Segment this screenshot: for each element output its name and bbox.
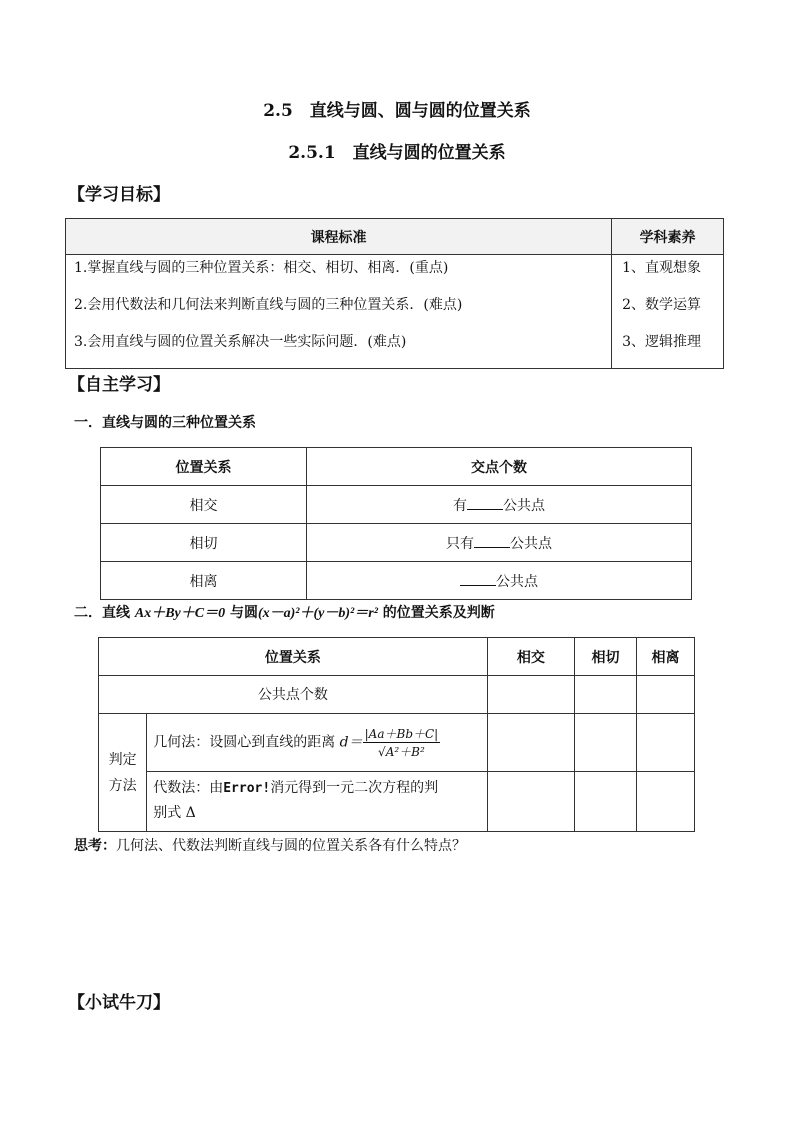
think-label: 思考：: [74, 838, 116, 854]
section-learning-goals: 【学习目标】: [68, 185, 170, 205]
intersection-count-cell: [307, 524, 692, 562]
think-text: 几何法、代数法判断直线与圆的位置关系各有什么特点？: [116, 838, 466, 854]
geometric-method-text: 几何法：设圆心到直线的距离: [153, 734, 340, 751]
part2-heading-post: 的位置关系及判断: [377, 605, 495, 621]
standard-item: 1.掌握直线与圆的三种位置关系：相交、相切、相离．(重点): [74, 260, 449, 276]
answer-cell[interactable]: [487, 676, 574, 714]
answer-cell[interactable]: [575, 714, 637, 772]
part1-heading: 一．直线与圆的三种位置关系: [74, 415, 256, 431]
answer-cell[interactable]: [487, 714, 574, 772]
fraction-numerator: |Aa＋Bb＋C|: [364, 727, 439, 741]
line-equation: Ax＋By＋C＝0: [134, 606, 226, 621]
part2-heading-pre: 二．直线: [74, 605, 135, 621]
header-relation: 位置关系: [99, 638, 488, 676]
fill-blank[interactable]: [460, 573, 496, 586]
literacy-item: 1、直观想象: [622, 260, 702, 276]
distance-symbol: d＝: [339, 734, 363, 751]
fill-blank[interactable]: [467, 497, 503, 510]
error-field: Error!: [223, 781, 271, 796]
geometric-method-cell: [147, 714, 488, 772]
literacy-cell: [612, 255, 724, 369]
page-subtitle: 2.5.1 直线与圆的位置关系: [288, 143, 506, 163]
literacy-item: 2、数学运算: [622, 297, 702, 313]
standard-item: 3.会用直线与圆的位置关系解决一些实际问题．(难点): [74, 334, 407, 350]
fraction-denominator: √A²＋B²: [378, 745, 425, 759]
header-tangent: 相切: [575, 638, 637, 676]
section-self-study: 【自主学习】: [68, 375, 170, 395]
count-suffix: 公共点: [510, 535, 552, 552]
literacy-item: 3、逻辑推理: [622, 334, 702, 350]
fill-blank[interactable]: [474, 535, 510, 548]
answer-cell[interactable]: [636, 714, 694, 772]
common-point-count-label: 公共点个数: [99, 676, 488, 714]
part2-heading: [74, 602, 495, 622]
circle-equation: (x－a)²＋(y－b)²＝r²: [257, 606, 378, 621]
header-course-standard: 课程标准: [66, 219, 612, 255]
standards-cell: [66, 255, 612, 369]
discriminant-text: 别式 Δ: [153, 805, 196, 821]
header-separate: 相离: [636, 638, 694, 676]
method-label-line2: 方法: [108, 777, 137, 794]
relation-name: 相切: [101, 524, 307, 562]
judgement-table: [98, 637, 695, 832]
method-label-line1: 判定: [108, 751, 137, 768]
algebraic-method-text-cont: 消元得到一元二次方程的判: [270, 780, 439, 796]
answer-cell[interactable]: [636, 676, 694, 714]
learning-goals-table: [65, 218, 724, 369]
standard-item: 2.会用代数法和几何法来判断直线与圆的三种位置关系．(难点): [74, 297, 463, 313]
header-relation: 位置关系: [101, 448, 307, 486]
count-suffix: 公共点: [496, 573, 538, 590]
answer-cell[interactable]: [575, 772, 637, 832]
part2-heading-mid: 与圆: [225, 605, 258, 621]
page-title: 2.5 直线与圆、圆与圆的位置关系: [263, 101, 531, 121]
count-suffix: 公共点: [503, 497, 545, 514]
relation-name: 相交: [101, 486, 307, 524]
header-literacy: 学科素养: [612, 219, 724, 255]
intersection-count-cell: [307, 562, 692, 600]
method-label: [99, 714, 147, 832]
algebraic-method-text: 代数法：由: [153, 780, 224, 796]
relation-name: 相离: [101, 562, 307, 600]
section-try: 【小试牛刀】: [68, 993, 170, 1013]
think-question: [74, 835, 466, 855]
count-prefix: 只有: [446, 535, 474, 552]
answer-cell[interactable]: [575, 676, 637, 714]
answer-cell[interactable]: [487, 772, 574, 832]
header-intersect: 相交: [487, 638, 574, 676]
answer-cell[interactable]: [636, 772, 694, 832]
count-prefix: 有: [453, 497, 467, 514]
intersection-count-cell: [307, 486, 692, 524]
distance-fraction: [363, 725, 441, 760]
header-intersection-count: 交点个数: [307, 448, 692, 486]
algebraic-method-cell: [147, 772, 488, 832]
relations-table: [100, 447, 692, 600]
